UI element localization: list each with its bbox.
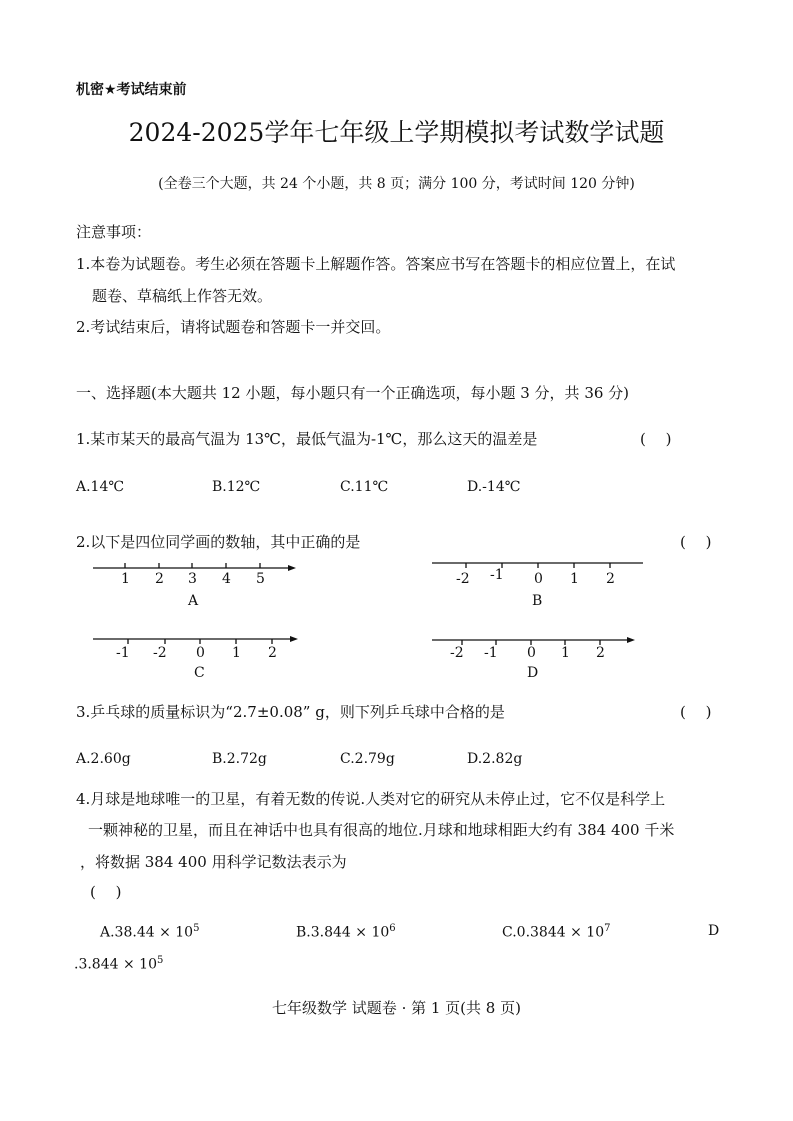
- question-3-option-b[interactable]: B.2.72g: [212, 751, 267, 767]
- question-4-line-2: 一颗神秘的卫星，而且在神话中也具有很高的地位.月球和地球相距大约有 384 400 千米: [88, 821, 675, 839]
- question-4-option-b[interactable]: [296, 923, 396, 941]
- axis-tick-label: 0: [527, 645, 536, 661]
- axis-arrow: [627, 637, 635, 643]
- question-1-option-b[interactable]: B.12℃: [212, 479, 261, 495]
- exam-subtitle: (全卷三个大题，共 24 个小题，共 8 页；满分 100 分，考试时间 120 分钟): [158, 176, 635, 192]
- question-1-option-d[interactable]: D.-14℃: [467, 479, 521, 495]
- option-exponent: 5: [156, 955, 164, 966]
- question-4-option-c[interactable]: [502, 923, 610, 941]
- option-base: C.0.3844 × 10: [502, 924, 605, 941]
- question-4-option-a[interactable]: [100, 923, 199, 941]
- question-4-option-d[interactable]: [74, 955, 163, 973]
- axis-tick-label: -2: [456, 571, 470, 587]
- section-heading: 一、选择题(本大题共 12 小题，每小题只有一个正确选项，每小题 3 分，共 36 分): [76, 384, 630, 402]
- axis-tick-label: 4: [222, 571, 231, 587]
- axis-tick-label: -1: [116, 645, 130, 661]
- axis-tick-label: 2: [268, 645, 277, 661]
- question-3-stem: 3.乒乓球的质量标识为“2.7±0.08” g，则下列乒乓球中合格的是: [76, 703, 505, 721]
- confidential-mark: 机密★考试结束前: [76, 82, 187, 98]
- axis-tick-label: 1: [561, 645, 570, 661]
- option-base: .3.844 × 10: [74, 956, 157, 973]
- question-3-option-a[interactable]: A.2.60g: [76, 751, 131, 767]
- question-3-answer-blank[interactable]: ( ): [680, 703, 712, 721]
- notice-item-1-line-1: 1.本卷为试题卷。考生必须在答题卡上解题作答。答案应书写在答题卡的相应位置上，在试: [76, 255, 676, 273]
- question-1-answer-blank[interactable]: ( ): [640, 430, 672, 448]
- question-1-option-c[interactable]: C.11℃: [340, 479, 389, 495]
- notice-item-1-line-2: 题卷、草稿纸上作答无效。: [92, 287, 273, 305]
- question-2-answer-blank[interactable]: ( ): [680, 533, 712, 551]
- question-1-option-a[interactable]: A.14℃: [76, 479, 125, 495]
- axis-tick-label: 1: [570, 571, 579, 587]
- axis-tick-label: -1: [484, 645, 498, 661]
- question-3-option-d[interactable]: D.2.82g: [467, 751, 523, 767]
- question-4-line-1: 4.月球是地球唯一的卫星，有着无数的传说.人类对它的研究从未停止过，它不仅是科学上: [76, 790, 666, 808]
- axis-tick-label: 3: [188, 571, 197, 587]
- axis-tick-label: -1: [490, 567, 504, 583]
- question-4-line-3: ，将数据 384 400 用科学记数法表示为: [80, 853, 347, 871]
- axis-tick-label: 0: [534, 571, 543, 587]
- question-4-option-d-label[interactable]: D: [708, 923, 720, 939]
- axis-tick-label: 1: [232, 645, 241, 661]
- axis-tick-label: 2: [596, 645, 605, 661]
- question-1-stem: 1.某市某天的最高气温为 13℃，最低气温为-1℃，那么这天的温差是: [76, 430, 538, 448]
- axis-tick-label: 0: [196, 645, 205, 661]
- axis-tick-label: 5: [256, 571, 265, 587]
- axis-tick-label: -2: [450, 645, 464, 661]
- question-4-answer-blank[interactable]: ( ): [90, 883, 122, 901]
- question-3-option-c[interactable]: C.2.79g: [340, 751, 395, 767]
- axis-option-label[interactable]: C: [194, 665, 205, 681]
- axis-option-label[interactable]: A: [188, 593, 199, 609]
- question-2-stem: 2.以下是四位同学画的数轴，其中正确的是: [76, 533, 361, 551]
- notice-item-2: 2.考试结束后，请将试题卷和答题卡一并交回。: [76, 318, 391, 336]
- option-exponent: 6: [389, 923, 396, 934]
- option-exponent: 5: [193, 923, 200, 934]
- axis-option-label[interactable]: B: [532, 593, 543, 609]
- option-base: B.3.844 × 10: [296, 924, 390, 941]
- notice-heading: 注意事项：: [76, 223, 152, 241]
- axis-tick-label: 1: [121, 571, 130, 587]
- axis-tick-label: -2: [153, 645, 167, 661]
- axis-tick-label: 2: [155, 571, 164, 587]
- option-base: A.38.44 × 10: [100, 924, 194, 941]
- axis-tick-label: 2: [606, 571, 615, 587]
- axis-option-label[interactable]: D: [527, 665, 539, 681]
- option-exponent: 7: [604, 923, 611, 934]
- exam-title: 2024-2025学年七年级上学期模拟考试数学试题: [128, 118, 665, 147]
- page-footer: 七年级数学 试题卷 · 第 1 页(共 8 页): [272, 999, 521, 1017]
